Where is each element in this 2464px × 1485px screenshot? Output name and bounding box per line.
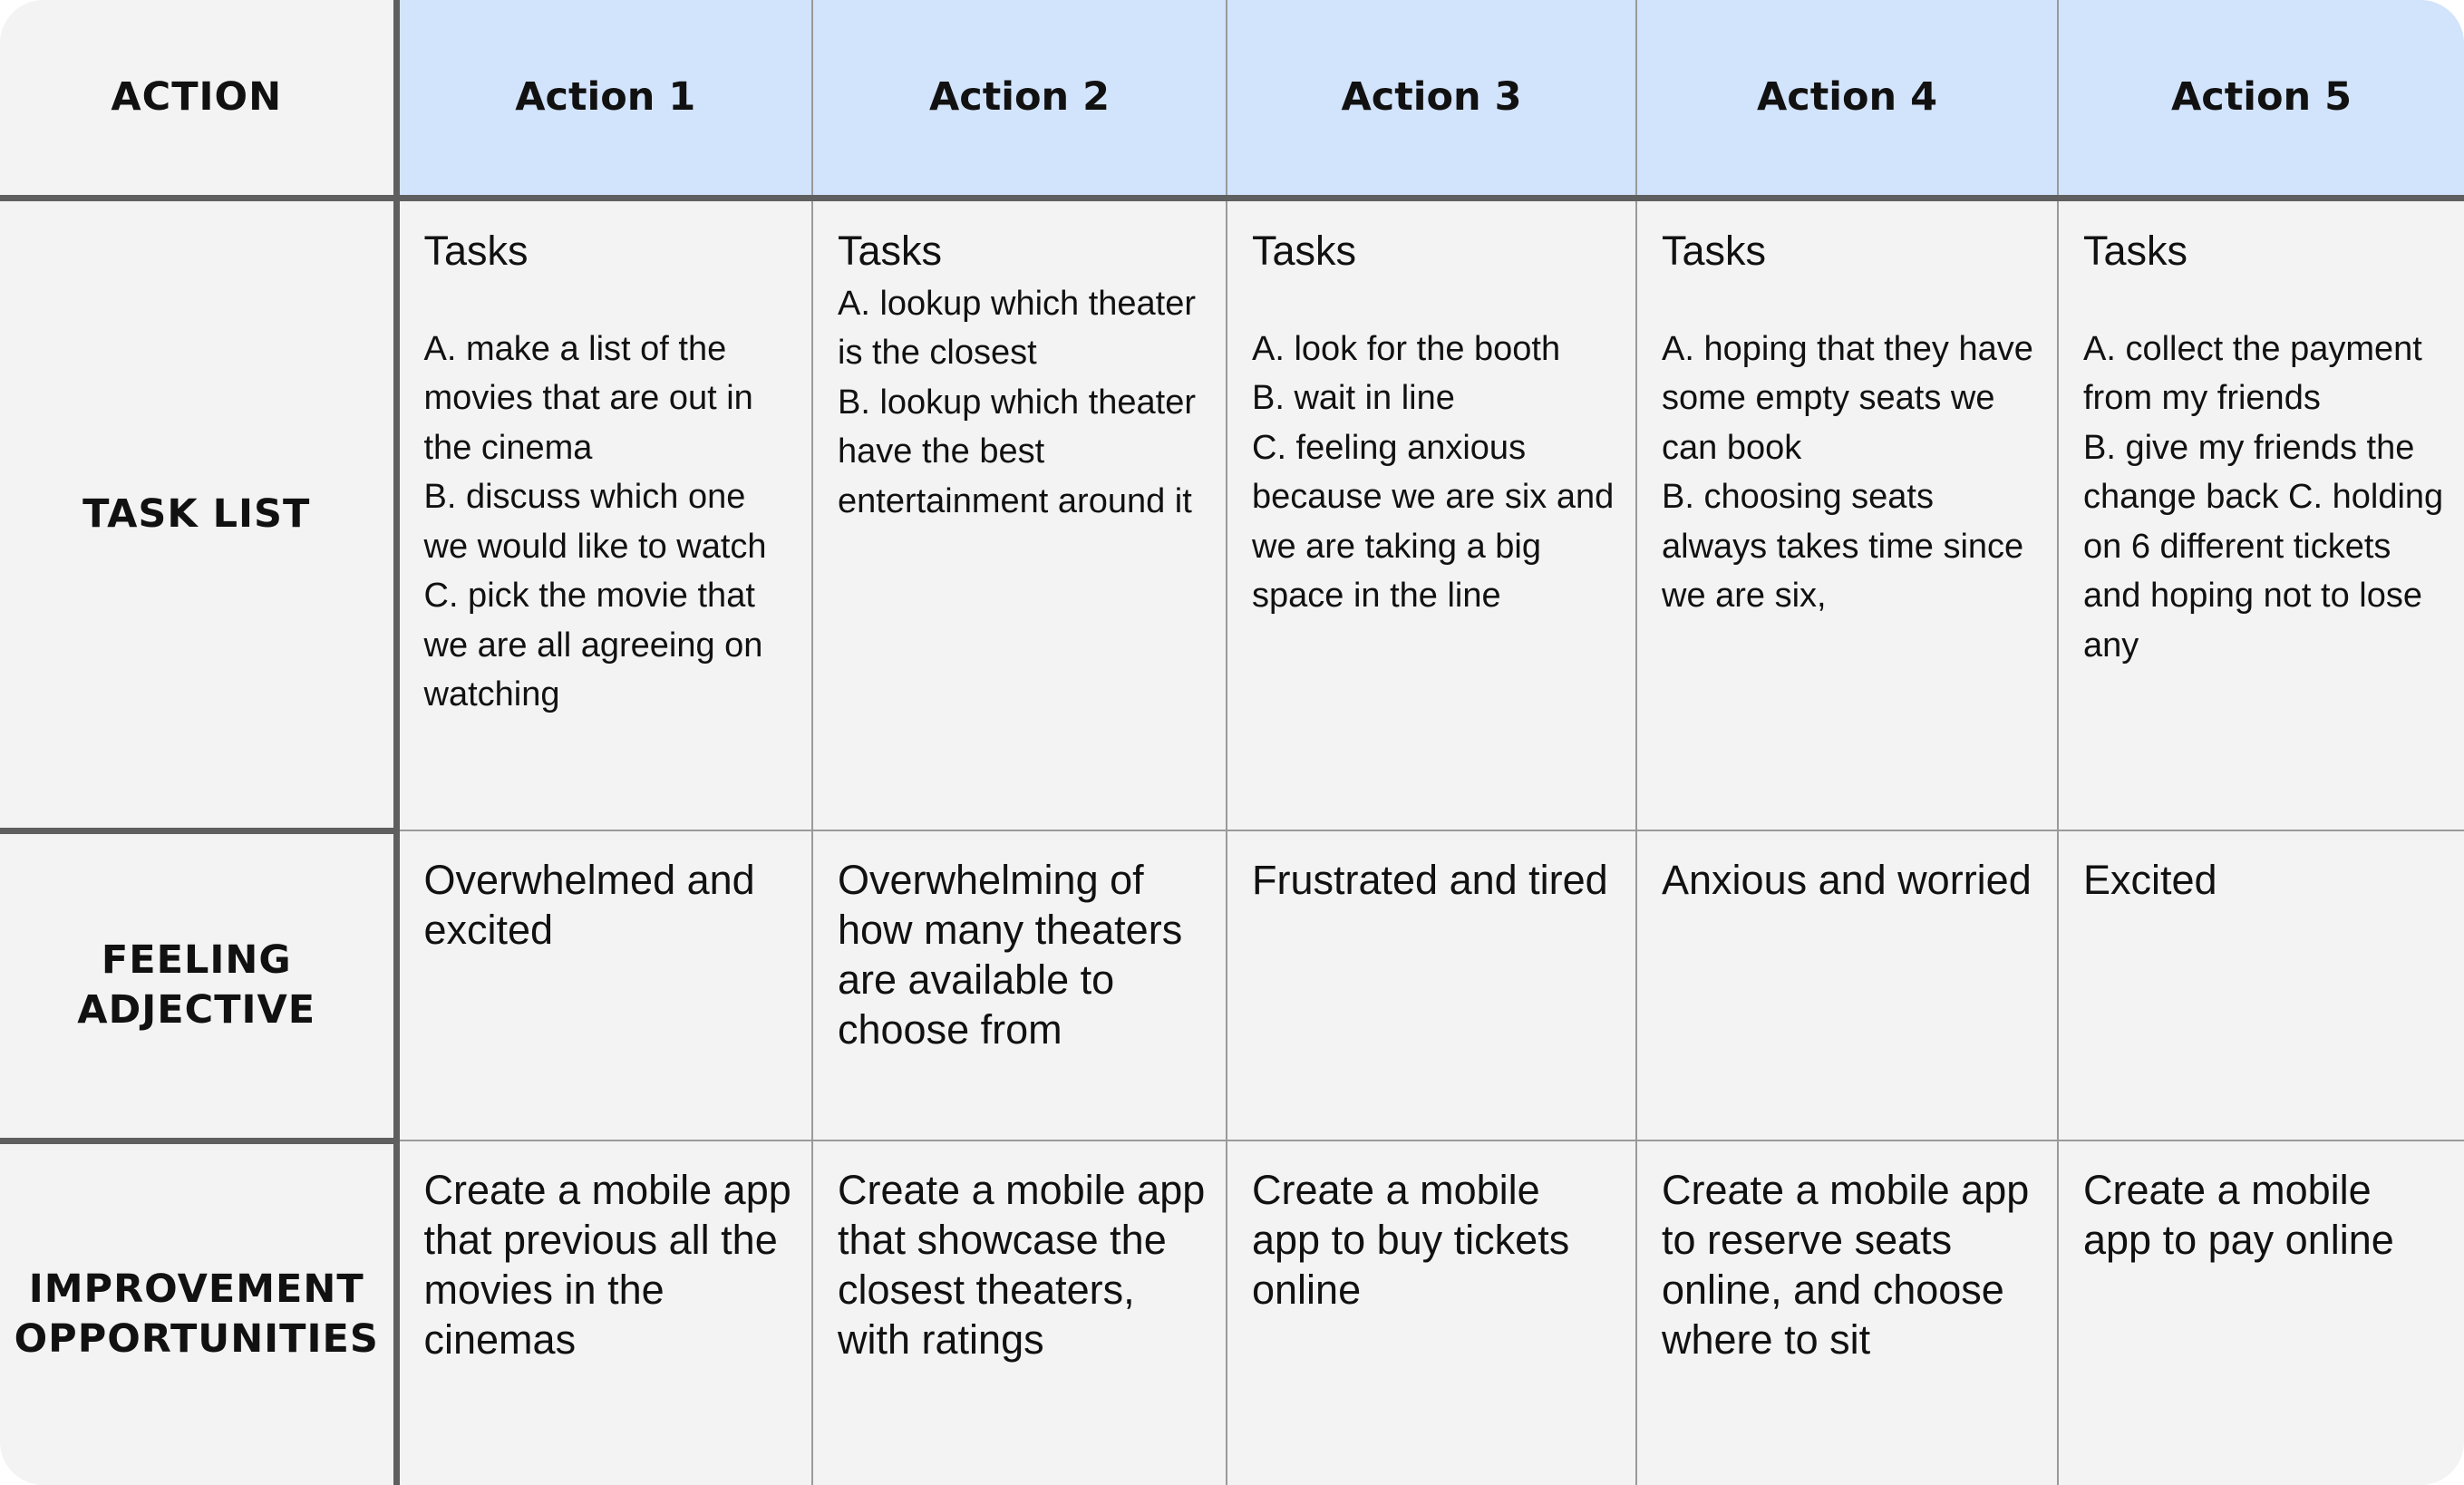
tasks-text: A. look for the booth B. wait in line C. feeling anxious because we are six and we are taking a big space in the line [1252,329,1615,615]
task-cell-action-4 [1636,198,2058,830]
tasks-text: A. lookup which theater is the closest B. lookup which theater have the best entertainment around it [838,284,1197,520]
column-header-label: Action 1 [515,73,696,120]
header-row [0,0,2464,198]
column-header-action-5 [2058,0,2464,198]
column-header-action-3 [1227,0,1636,198]
feeling-text: Overwhelmed and excited [423,857,755,953]
tasks-title: Tasks [1252,227,1357,274]
tasks-text: A. hoping that they have some empty seats we can book B. choosing seats always takes time since we are six, [1662,329,2033,615]
improvement-text: Create a mobile app to reserve seats online, and choose where to sit [1662,1167,2030,1363]
improvement-cell-action-2 [812,1140,1227,1485]
task-list-row [0,198,2464,830]
feeling-cell-action-1 [396,830,812,1140]
column-header-label: Action 5 [2170,73,2352,120]
improvement-text: Create a mobile app that previous all the movies in the cinemas [423,1167,791,1363]
column-header-action-1 [396,0,812,198]
tasks-text: A. collect the payment from my friends B. give my friends the change back C. holding on 6 different tickets and hoping not to lose any [2083,329,2444,665]
tasks-text: A. make a list of the movies that are out in the cinema B. discuss which one we would like to watch C. pick the movie that we are all agreeing on watching [423,329,767,713]
row-header-feeling-label: FEELING ADJECTIVE [77,937,316,1033]
improvement-cell-action-1 [396,1140,812,1485]
improvement-text: Create a mobile app that showcase the closest theaters, with ratings [838,1167,1206,1363]
feeling-cell-action-2 [812,830,1227,1140]
improvement-text: Create a mobile app to buy tickets online [1252,1167,1570,1313]
task-cell-action-3 [1227,198,1636,830]
improvement-text: Create a mobile app to pay online [2083,1167,2394,1263]
tasks-title: Tasks [2083,227,2188,274]
row-header-action [0,0,396,198]
column-header-label: Action 2 [928,73,1111,120]
column-header-action-4 [1636,0,2058,198]
row-header-improvement [0,1140,396,1485]
feeling-row [0,830,2464,1140]
row-header-feeling [0,830,396,1140]
feeling-text: Anxious and worried [1662,857,2032,903]
feeling-cell-action-4 [1636,830,2058,1140]
task-cell-action-5 [2058,198,2464,830]
tasks-title: Tasks [1662,227,1767,274]
task-cell-action-1 [396,198,812,830]
feeling-text: Excited [2083,857,2217,903]
tasks-title: Tasks [838,227,943,274]
row-header-action-label: ACTION [111,73,283,120]
row-header-task-list-label: TASK LIST [82,490,311,537]
task-cell-action-2 [812,198,1227,830]
feeling-cell-action-5 [2058,830,2464,1140]
row-header-improvement-label: IMPROVEMENT OPPORTUNITIES [14,1266,379,1362]
improvement-cell-action-4 [1636,1140,2058,1485]
row-header-task-list [0,198,396,830]
column-header-action-2 [812,0,1227,198]
feeling-text: Frustrated and tired [1252,857,1608,903]
column-header-label: Action 3 [1341,73,1522,120]
feeling-text: Overwhelming of how many theaters are available to choose from [838,857,1183,1053]
improvement-row [0,1140,2464,1485]
feeling-cell-action-3 [1227,830,1636,1140]
improvement-cell-action-5 [2058,1140,2464,1485]
column-header-label: Action 4 [1756,73,1938,120]
tasks-title: Tasks [423,227,529,274]
improvement-cell-action-3 [1227,1140,1636,1485]
